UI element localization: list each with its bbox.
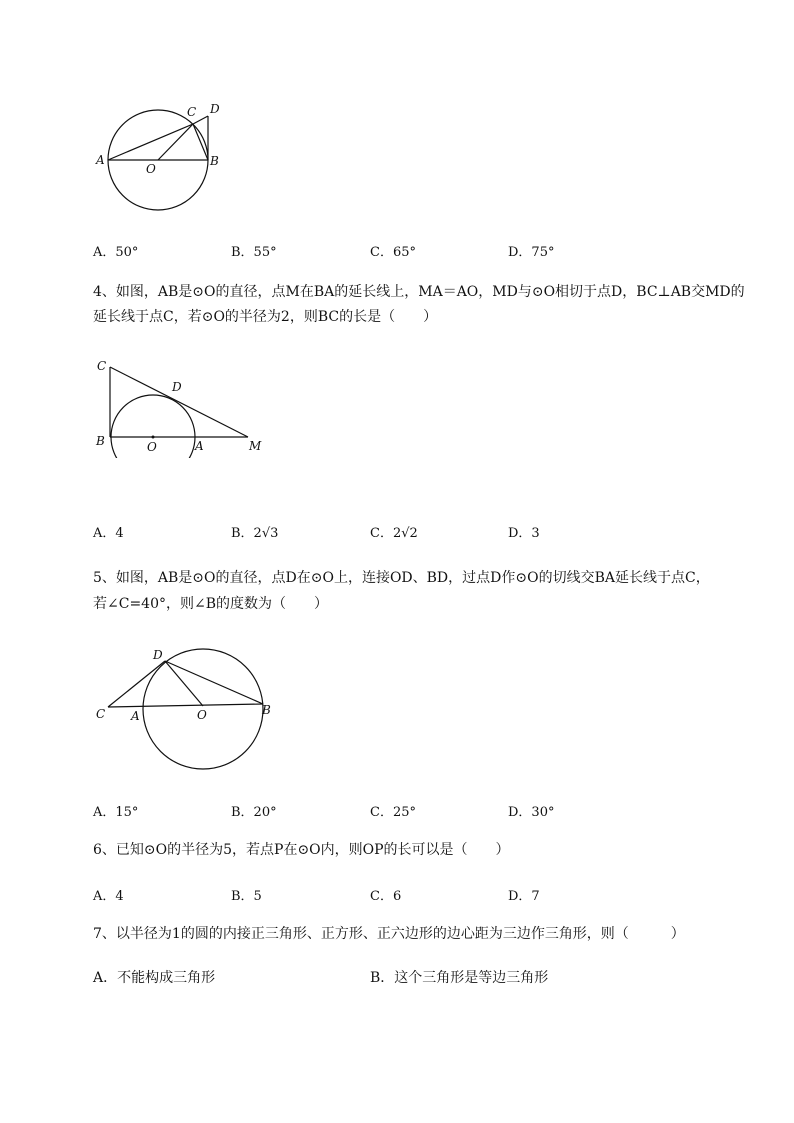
q7-stem: 7、以半径为1的圆的内接正三角形、正方形、正六边形的边心距为三边作三角形，则（ ） xyxy=(93,926,685,942)
q4-label-b: B xyxy=(96,434,105,448)
q5-option-b[interactable]: B．20° xyxy=(231,805,277,820)
q5-label-d: D xyxy=(153,648,163,662)
q4-label-c: C xyxy=(97,359,107,373)
q5-line-cb xyxy=(108,704,263,707)
q5-label-c: C xyxy=(96,707,106,721)
q6-stem: 6、已知⊙O的半径为5，若点P在⊙O内，则OP的长可以是（ ） xyxy=(93,842,510,858)
q4-label-d: D xyxy=(172,380,182,394)
q3-option-c[interactable]: C．65° xyxy=(370,245,416,260)
q5-option-a[interactable]: A．15° xyxy=(93,805,139,820)
q3-line-ac xyxy=(108,124,193,160)
q5-figure xyxy=(92,644,282,774)
q4-figure xyxy=(92,358,272,458)
q5-option-c[interactable]: C．25° xyxy=(370,805,416,820)
q3-option-a[interactable]: A．50° xyxy=(93,245,139,260)
q4-option-c[interactable]: C．2√2 xyxy=(370,526,418,541)
q3-figure xyxy=(92,98,232,218)
q4-label-o: O xyxy=(147,440,157,454)
q5-line-cd xyxy=(108,661,165,707)
q5-option-d[interactable]: D．30° xyxy=(508,805,555,820)
q3-label-b: B xyxy=(210,154,219,168)
q5-line-db xyxy=(165,661,263,704)
q3-option-b[interactable]: B．55° xyxy=(231,245,277,260)
q6-option-d[interactable]: D．7 xyxy=(508,889,540,904)
q6-option-b[interactable]: B．5 xyxy=(231,889,262,904)
q3-line-cb xyxy=(193,124,208,160)
q4-point-o xyxy=(152,436,155,439)
q4-label-a: A xyxy=(195,439,204,453)
q5-stem-line2: 若∠C=40°，则∠B的度数为（ ） xyxy=(93,596,329,612)
q7-option-b[interactable]: B．这个三角形是等边三角形 xyxy=(370,970,549,986)
q3-label-d: D xyxy=(210,102,220,116)
q3-label-o: O xyxy=(146,162,156,176)
q4-stem-line1: 4、如图，AB是⊙O的直径，点M在BA的延长线上，MA＝AO，MD与⊙O相切于点D，BC⊥AB交MD的 xyxy=(93,284,745,300)
q5-label-a: A xyxy=(131,709,140,723)
q4-option-a[interactable]: A．4 xyxy=(93,526,124,541)
q6-option-a[interactable]: A．4 xyxy=(93,889,124,904)
q4-option-b[interactable]: B．2√3 xyxy=(231,526,279,541)
q6-option-c[interactable]: C．6 xyxy=(370,889,402,904)
q3-line-oc xyxy=(158,124,193,160)
q5-stem-line1: 5、如图，AB是⊙O的直径，点D在⊙O上，连接OD、BD，过点D作⊙O的切线交BA延长线于点C， xyxy=(93,570,710,586)
q5-label-b: B xyxy=(262,703,271,717)
q4-label-m: M xyxy=(249,439,262,453)
q4-stem-line2: 延长线于点C，若⊙O的半径为2，则BC的长是（ ） xyxy=(93,309,438,325)
q5-line-od xyxy=(165,661,203,706)
q4-option-d[interactable]: D．3 xyxy=(508,526,540,541)
q3-label-a: A xyxy=(96,153,105,167)
q7-option-a[interactable]: A．不能构成三角形 xyxy=(93,970,216,986)
q5-label-o: O xyxy=(197,708,207,722)
q3-label-c: C xyxy=(187,105,197,119)
q3-option-d[interactable]: D．75° xyxy=(508,245,555,260)
